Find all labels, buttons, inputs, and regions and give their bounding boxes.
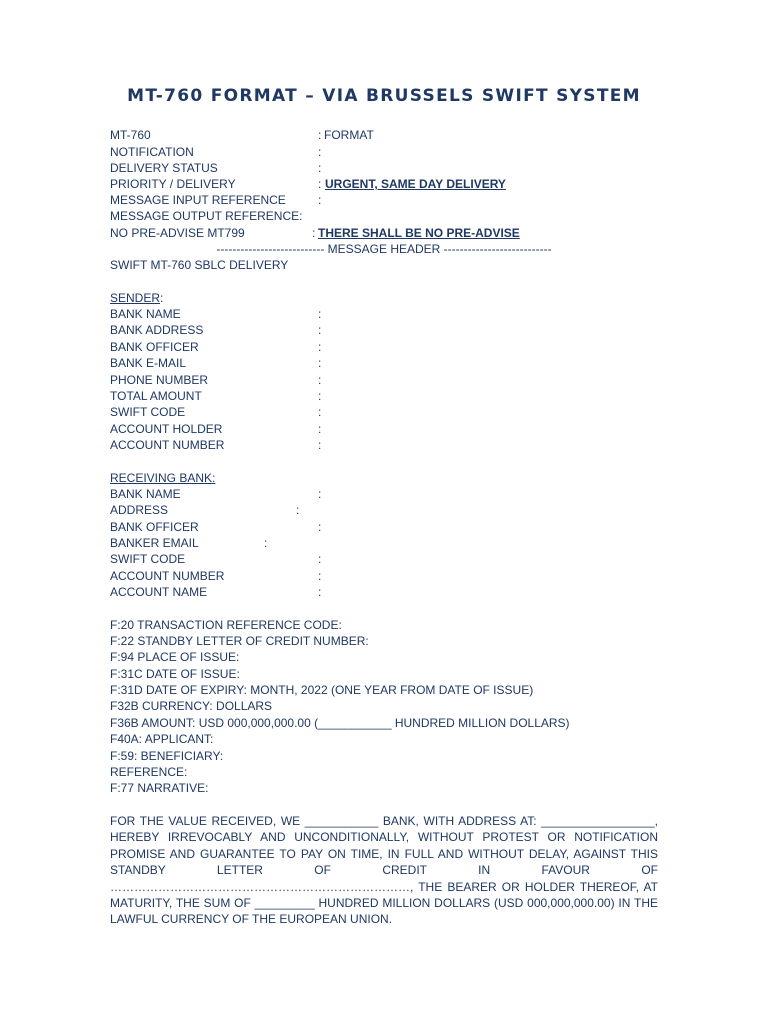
sender-row: BANK NAME : (110, 307, 322, 321)
field-line: F40A: APPLICANT: (110, 732, 214, 746)
header-colon: : (318, 128, 322, 142)
header-label: MESSAGE INPUT REFERENCE (110, 193, 286, 207)
field-line: F36B AMOUNT: USD 000,000,000.00 (___________ HUNDRED MILLION DOLLARS) (110, 716, 570, 730)
header-row-delivery-status (110, 160, 670, 176)
receiving-row: ACCOUNT NUMBER : (110, 569, 322, 583)
sender-row: PHONE NUMBER : (110, 373, 322, 387)
header-label: NO PRE-ADVISE MT799 (110, 226, 245, 240)
sender-heading: SENDER: (110, 291, 164, 305)
header-row-output-ref (110, 208, 670, 224)
field-line: F32B CURRENCY: DOLLARS (110, 699, 273, 713)
field-line: F:20 TRANSACTION REFERENCE CODE: (110, 618, 342, 632)
message-header-divider: --------------------------- MESSAGE HEADER --------------------------- (216, 242, 552, 256)
field-line: F:77 NARRATIVE: (110, 781, 209, 795)
field-line: F:94 PLACE OF ISSUE: (110, 650, 240, 664)
sender-row: BANK OFFICER : (110, 340, 322, 354)
header-colon: : (312, 226, 316, 240)
swift-line: SWIFT MT-760 SBLC DELIVERY (110, 258, 289, 272)
header-row-priority (110, 176, 670, 192)
field-line: F:59: BENEFICIARY: (110, 749, 224, 763)
receiving-heading: RECEIVING BANK: (110, 471, 216, 485)
receiving-row: BANK OFFICER : (110, 520, 322, 534)
header-row-notification (110, 144, 670, 160)
sender-row: TOTAL AMOUNT : (110, 389, 322, 403)
sender-row: SWIFT CODE : (110, 405, 322, 419)
field-line: REFERENCE: (110, 765, 188, 779)
header-label: MESSAGE OUTPUT REFERENCE: (110, 209, 303, 223)
field-line: F:31D DATE OF EXPIRY: MONTH, 2022 (ONE YEAR FROM DATE OF ISSUE) (110, 683, 534, 697)
narrative-paragraph: FOR THE VALUE RECEIVED, WE ___________ BANK, WITH ADDRESS AT: _________________, HEREBY IRREVOCABLY AND UNCONDITIONALLY, WITHOUT PROTEST OR NOTIFICATION PROMISE AND GUARANTEE TO PAY ON TIME, IN FULL AND WITHOUT DELAY, AGAINST THIS STANDBY LETTER OF CREDIT IN FAVOUR OF …………………………………………………………………, THE BEARER OR HOLDER THEREOF, AT MATURITY, THE SUM OF _________ HUNDRED MILLION DOLLARS (USD 000,000,000.00) IN THE LAWFUL CURRENCY OF THE EUROPEAN UNION. (110, 814, 658, 927)
receiving-row: BANK NAME : (110, 487, 322, 501)
header-row-input-ref (110, 192, 670, 208)
header-colon: : (318, 177, 322, 191)
header-colon: : (318, 145, 322, 159)
header-colon: : (318, 161, 322, 175)
sender-row: ACCOUNT NUMBER : (110, 438, 322, 452)
receiving-row: BANKER EMAIL : (110, 536, 268, 550)
header-label: PRIORITY / DELIVERY (110, 177, 236, 191)
header-label: MT-760 (110, 128, 151, 142)
document-title: MT-760 FORMAT – VIA BRUSSELS SWIFT SYSTEM (127, 86, 641, 106)
header-label: NOTIFICATION (110, 145, 194, 159)
field-line: F:31C DATE OF ISSUE: (110, 667, 240, 681)
sender-row: ACCOUNT HOLDER : (110, 422, 322, 436)
field-line: F:22 STANDBY LETTER OF CREDIT NUMBER: (110, 634, 369, 648)
header-label: DELIVERY STATUS (110, 161, 218, 175)
pre-advise-value: THERE SHALL BE NO PRE-ADVISE (318, 226, 520, 240)
header-value: FORMAT (324, 128, 374, 142)
receiving-row: ADDRESS : (110, 503, 300, 517)
receiving-row: SWIFT CODE : (110, 552, 322, 566)
sender-row: BANK ADDRESS : (110, 323, 322, 337)
header-row-pre-advise (110, 225, 670, 241)
header-row-mt760 (110, 127, 670, 143)
receiving-row: ACCOUNT NAME : (110, 585, 322, 599)
sender-row: BANK E-MAIL : (110, 356, 322, 370)
header-colon: : (318, 193, 322, 207)
priority-value: URGENT, SAME DAY DELIVERY (325, 177, 506, 191)
